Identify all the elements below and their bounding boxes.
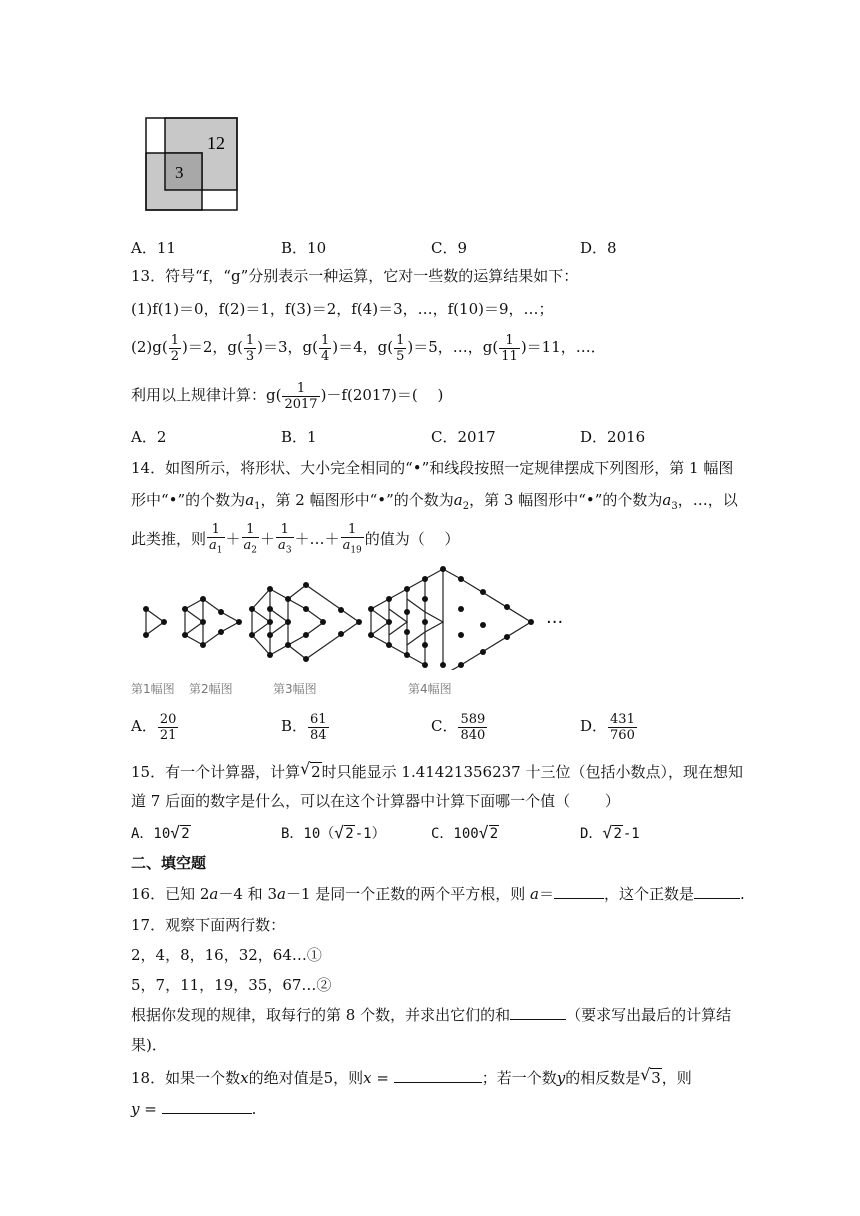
q13-line2: (2)g( $\frac{1}{2}$ )＝2，g( $\frac{1}{3}$ )＝3，g( $\frac{1}{4}$ )＝4，g( $\frac{1}{5}$ )＝5，…，g( $\frac{1}{11}$ )＝11，…． (131, 332, 606, 364)
q15-option-b[interactable]: B．10（√ 2-1） (281, 823, 386, 843)
q17-stem: 17．观察下面两行数： (131, 916, 286, 934)
q17-question: 根据你发现的规律，取每行的第 8 个数，并求出它们的和 （要求写出最后的计算结 (131, 1006, 732, 1024)
big-label: 12 (207, 133, 225, 153)
q13-option-d[interactable]: D．2016 (580, 428, 646, 446)
q14-line3: 此类推，则 $\frac{1}{a_1}$ ＋ $\frac{1}{a_2}$ ＋ $\frac{1}{a_3}$ ＋…＋ $\frac{1}{a_{19}}$ 的值为（ ） (131, 520, 460, 558)
q14-line1: 14．如图所示，将形状、大小完全相同的“•”和线段按照一定规律摆成下列图形，第 1 幅图 (131, 459, 734, 477)
q18-line1: 18．如果一个数x的绝对值是5，则x = ；若一个数y的相反数是√ 3，则 (131, 1065, 692, 1091)
q13-option-c[interactable]: C．2017 (431, 428, 496, 446)
fig2-lines (185, 599, 239, 645)
q18-blank-y[interactable] (162, 1099, 252, 1114)
q12-option-a[interactable]: A．11 (131, 239, 176, 257)
q14-line2: 形中“•”的个数为$a_1$，第 2 幅图形中“•”的个数为$a_2$，第 3 幅图形中“•”的个数为$a_3$，…，以 (131, 491, 738, 512)
q12-option-b[interactable]: B．10 (281, 239, 327, 257)
q14-option-b[interactable]: B． $\frac{61}{84}$ (281, 711, 327, 743)
caption-fig2: 第2幅图 (189, 682, 233, 696)
q13-calc: 利用以上规律计算：g( $\frac{1}{2017}$ )－f(2017)＝( ) (131, 380, 444, 412)
q15-option-c[interactable]: C．100√ 2 (431, 823, 499, 843)
q13-stem: 13．符号“f，“g”分别表示一种运算，它对一些数的运算结果如下： (131, 267, 579, 285)
q18-blank-x[interactable] (394, 1068, 482, 1083)
q14-option-c[interactable]: C． $\frac{589}{840}$ (431, 711, 486, 743)
q15-line2: 道 7 后面的数字是什么，可以在这个计算器中计算下面哪一个值（ ） (131, 792, 620, 810)
q12-option-d[interactable]: D．8 (580, 239, 617, 257)
ellipsis: ··· (546, 612, 564, 633)
q13-option-a[interactable]: A．2 (131, 428, 167, 446)
q17-row1: 2，4，8，16，32，64…① (131, 946, 322, 964)
q15-line1: 15．有一个计算器，计算√ 2时只能显示 1.41421356237 十三位（包括小数点），现在想知 (131, 762, 743, 782)
q13-option-b[interactable]: B．1 (281, 428, 317, 446)
q17-question-end: 果)． (131, 1036, 167, 1054)
overlap-square (165, 153, 202, 190)
caption-fig4: 第4幅图 (408, 682, 452, 696)
q14-dot-figures (131, 565, 581, 670)
q12-figure (145, 117, 239, 212)
q16-line: 16．已知 2a－4 和 3a－1 是同一个正数的两个平方根，则 a＝ ，这个正数是 . (131, 885, 745, 903)
q14-option-d[interactable]: D． $\frac{431}{760}$ (580, 711, 635, 743)
q14-option-a[interactable]: A． $\frac{20}{21}$ (131, 711, 177, 743)
section-fill-in-title: 二、填空题 (131, 854, 207, 872)
q18-line2: y = . (131, 1100, 257, 1118)
small-label: 3 (175, 163, 184, 182)
q17-blank[interactable] (510, 1005, 566, 1020)
caption-fig1: 第1幅图 (131, 682, 175, 696)
q13-line1: (1)f(1)＝0，f(2)＝1，f(3)＝2，f(4)＝3，…，f(10)＝9，…； (131, 300, 554, 318)
q12-option-c[interactable]: C．9 (431, 239, 468, 257)
fig4-lines (371, 569, 531, 670)
q16-blank-a[interactable] (554, 884, 604, 899)
q15-option-d[interactable]: D．√ 2-1 (580, 823, 640, 843)
q17-row2: 5，7，11，19，35，67…② (131, 976, 332, 994)
q16-blank-number[interactable] (694, 884, 740, 899)
caption-fig3: 第3幅图 (273, 682, 317, 696)
q15-option-a[interactable]: A．10√ 2 (131, 823, 191, 843)
